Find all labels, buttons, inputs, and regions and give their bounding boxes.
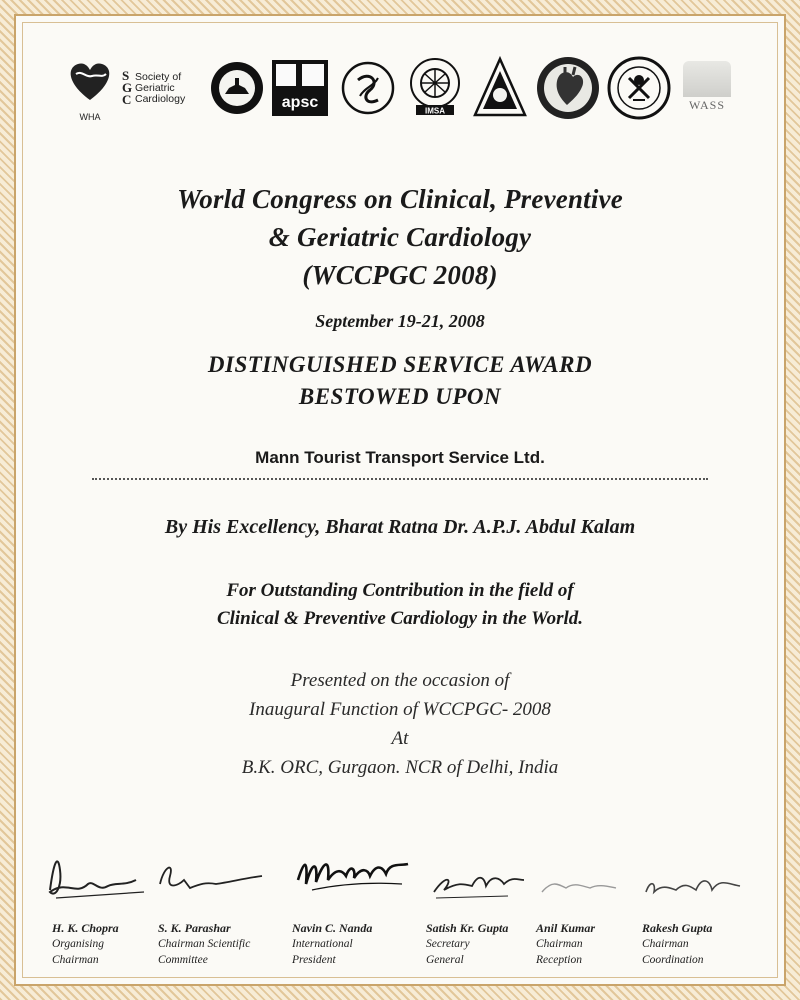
apsc-label: apsc xyxy=(281,94,319,111)
signatory-role: Coordination xyxy=(642,954,704,966)
recipient-name: Mann Tourist Transport Service Ltd. xyxy=(255,448,545,467)
signatory-role: Committee xyxy=(158,954,208,966)
wha-logo xyxy=(60,48,120,128)
signature-rakesh-gupta xyxy=(640,840,760,910)
presented-line-4: B.K. ORC, Gurgaon. NCR of Delhi, India xyxy=(241,757,559,778)
title-line-1: World Congress on Clinical, Preventive xyxy=(177,184,623,214)
signatory-role: General xyxy=(426,954,464,966)
heart-seal-logo xyxy=(534,48,602,128)
signatory-name: Navin C. Nanda xyxy=(292,921,373,935)
signature-anil-kumar xyxy=(532,840,652,910)
signatory-role: International xyxy=(292,938,353,950)
orc-logo xyxy=(338,48,398,128)
signatory-name: Rakesh Gupta xyxy=(642,921,713,935)
wass-logo xyxy=(675,48,739,128)
signatory-role: Organising xyxy=(52,938,104,950)
award-line-1: DISTINGUISHED SERVICE AWARD xyxy=(207,352,593,377)
logo-strip xyxy=(60,48,740,138)
signatory-role: President xyxy=(292,954,336,966)
apsc-logo xyxy=(270,48,330,128)
signatory-role: Chairman xyxy=(642,938,689,950)
title-line-2: & Geriatric Cardiology xyxy=(268,222,532,252)
signature-satish-gupta xyxy=(428,840,548,910)
signatory-name: S. K. Parashar xyxy=(158,921,231,935)
signatory-role: Chairman xyxy=(536,938,583,950)
society-seal-logo xyxy=(207,48,267,128)
signatory-role: Chairman Scientific xyxy=(158,938,251,950)
signature-chopra xyxy=(36,840,156,910)
signature-nanda xyxy=(290,840,420,910)
presented-line-2: Inaugural Function of WCCPGC- 2008 xyxy=(249,699,551,720)
presented-line-1: Presented on the occasion of xyxy=(290,670,510,691)
wass-label: WASS xyxy=(688,98,725,112)
event-date: September 19-21, 2008 xyxy=(315,311,485,331)
sgc-name-line3: Cardiology xyxy=(135,92,186,105)
imsa-logo xyxy=(405,48,465,128)
triangle-emblem-logo xyxy=(470,48,530,128)
signatory-role: Reception xyxy=(536,954,582,966)
signature-parashar xyxy=(150,840,270,910)
sgc-name-line1: Society of xyxy=(135,70,182,83)
recipient-dotted-line xyxy=(92,478,708,480)
signatory-name: H. K. Chopra xyxy=(52,921,119,935)
signatory-rakesh-gupta xyxy=(642,920,772,968)
contribution-line-2: Clinical & Preventive Cardiology in the World. xyxy=(216,608,584,629)
signatory-nanda xyxy=(292,920,422,968)
signatory-name: Satish Kr. Gupta xyxy=(426,921,509,935)
signatory-name: Anil Kumar xyxy=(536,921,596,935)
signatory-role: Chairman xyxy=(52,954,99,966)
title-line-3: (WCCPGC 2008) xyxy=(302,260,498,290)
defence-seal-logo xyxy=(606,48,672,128)
sgc-name-line2: Geriatric xyxy=(135,81,175,94)
presenter-line: By His Excellency, Bharat Ratna Dr. A.P.J. Abdul Kalam xyxy=(164,516,636,538)
award-line-2: BESTOWED UPON xyxy=(298,384,502,409)
presented-line-3: At xyxy=(391,728,409,749)
imsa-label: IMSA xyxy=(425,106,445,116)
signatory-parashar xyxy=(158,920,288,968)
signatory-role: Secretary xyxy=(426,938,470,950)
sgc-letters: S G C xyxy=(122,68,133,107)
sgc-logo xyxy=(122,48,202,128)
contribution-line-1: For Outstanding Contribution in the field of xyxy=(226,580,574,601)
wha-label: WHA xyxy=(79,112,101,122)
